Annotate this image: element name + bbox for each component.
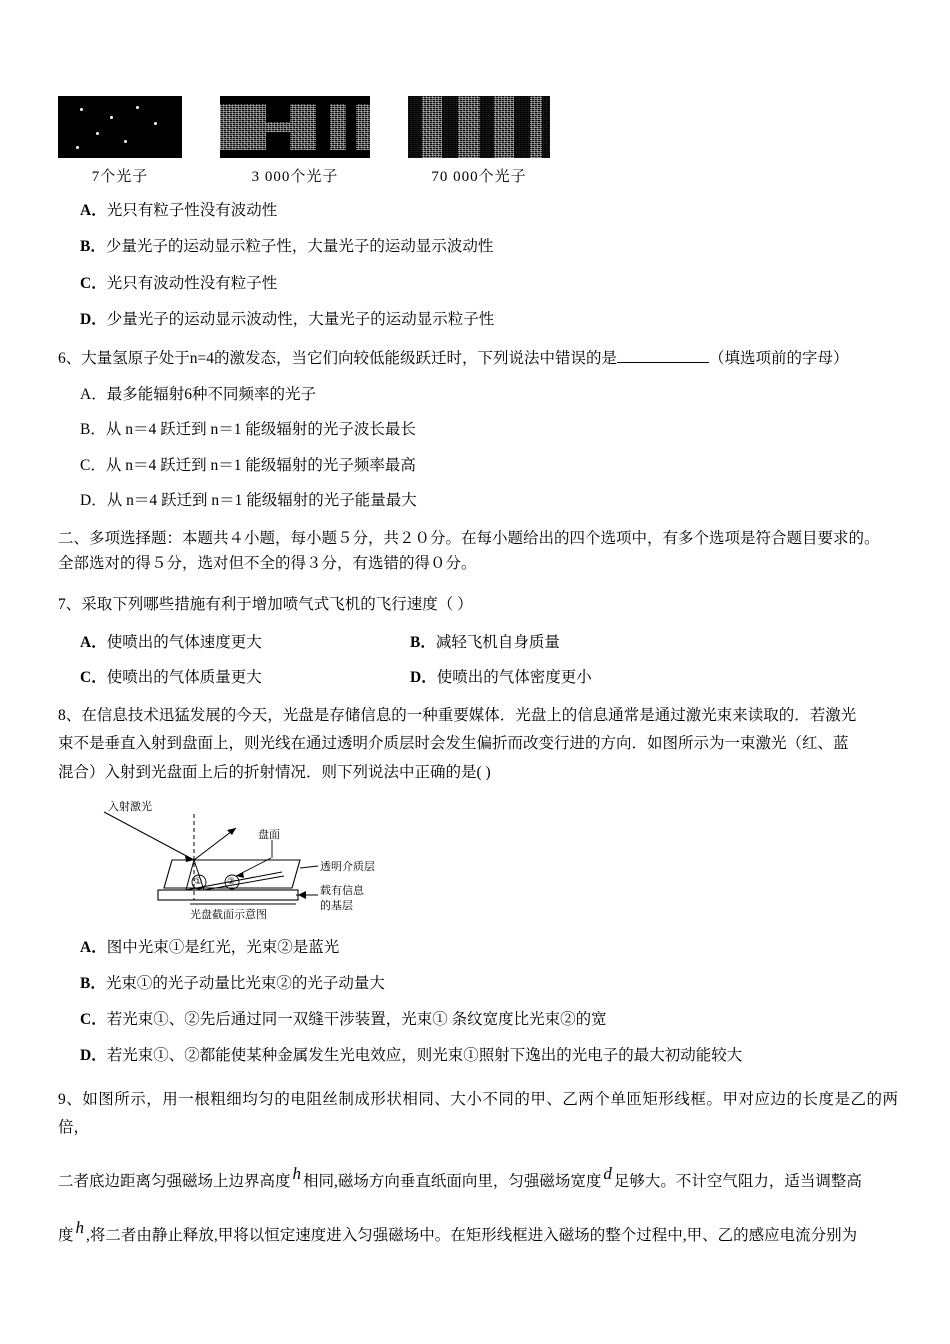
photon-caption-70000: 70 000个光子 [431,169,527,185]
q9-line2-part-c: 足够大。不计空气阻力，适当调整高 [613,1172,862,1190]
q9-line3-part-b: ,将二者由静止释放,甲将以恒定速度进入匀强磁场中。在矩形线框进入磁场的整个过程中,甲、乙的感应电流分别为 [86,1226,858,1244]
q6-option-a [80,383,898,406]
disc-label-surface: 盘面 [258,828,280,841]
q6-stem-before: 6、大量氢原子处于n=4的激发态，当它们向较低能级跃迁时，下列说法中错误的是 [58,350,617,367]
q9-stem-line1: 9、如图所示，用一根粗细均匀的电阻丝制成形状相同、大小不同的甲、乙两个单匝矩形线框。甲对应边的长度是乙的两倍， [58,1090,898,1137]
photon-cell-7 [58,96,182,186]
q5-option-b-label: B． [80,238,106,256]
q5-option-a-label: A． [80,202,107,219]
q5-option-c-text: 光只有波动性没有粒子性 [106,274,278,292]
q8-option-b [80,972,898,995]
q8-stem-line2: 束不是垂直入射到盘面上，则光线在通过透明介质层时会发生偏折而改变行进的方向．如图所示为一束激光（红、蓝 [58,735,849,753]
q8-stem-line3: 混合）入射到光盘面上后的折射情况．则下列说法中正确的是( ) [58,763,491,781]
photon-caption-7: 7个光子 [91,169,149,185]
photon-image-7-photons [58,96,182,158]
q7-option-b [410,630,740,652]
q6-option-b [80,418,898,441]
q8-option-a [80,936,898,959]
q8-option-c [80,1008,898,1031]
section2-instructions [58,527,898,577]
q7-options-row-1 [80,630,898,652]
page-content [58,96,898,1250]
q7-option-c-label: C． [80,668,107,686]
q6-option-a-text: 最多能辐射6种不同频率的光子 [106,386,316,404]
q8-option-c-label: C． [80,1011,107,1029]
q6-option-c [80,454,898,477]
disc-label-info-1: 载有信息 [320,884,364,897]
photon-image-70000-photons [408,96,550,158]
q8-option-d [80,1044,898,1067]
q7-option-a-text: 使喷出的气体速度更大 [106,633,262,651]
q7-option-c [80,665,410,687]
disc-ray-label-1: ① [194,875,203,886]
q9-variable-h-1: h [292,1163,302,1183]
q5-option-d-text: 少量光子的运动显示波动性，大量光子的运动显示粒子性 [106,310,495,328]
q6-option-b-label: B． [80,421,106,439]
disc-label-incident: 入射激光 [108,800,152,813]
q5-option-a-text: 光只有粒子性没有波动性 [106,202,278,219]
q9-stem-line2 [58,1165,898,1197]
q5-option-c [80,272,898,295]
q6-option-c-label: C． [80,456,106,474]
q9-variable-d: d [603,1163,612,1183]
q8-option-a-text: 图中光束①是红光，光束②是蓝光 [106,938,340,956]
q5-option-b-text: 少量光子的运动显示粒子性，大量光子的运动显示波动性 [105,238,494,256]
photon-image-3000-photons [220,96,370,158]
q5-option-d [80,308,898,331]
photon-cell-70000 [408,96,550,186]
q9-variable-h-2: h [75,1217,85,1237]
q6-option-c-text: 从 n＝4 跃迁到 n＝1 能级辐射的光子频率最高 [105,456,416,474]
section2-line2: 全部选对的得５分，选对但不全的得３分，有选错的得０分。 [58,554,477,572]
photon-diffraction-figure [58,96,528,186]
q8-option-a-label: A． [80,938,107,956]
q6-option-d-text: 从 n＝4 跃迁到 n＝1 能级辐射的光子能量最大 [106,491,417,509]
q8-option-c-text: 若光束①、②先后通过同一双缝干涉装置，光束① 条纹宽度比光束②的宽 [106,1011,607,1029]
q8-stem [58,702,898,788]
photon-figure-row [58,96,528,186]
photon-caption-3000: 3 000个光子 [251,169,339,185]
photon-mask-3000 [220,96,370,158]
q5-option-b [80,235,898,258]
optical-disc-svg [86,798,506,923]
q7-option-b-text: 减轻飞机自身质量 [435,633,560,651]
disc-figure-caption: 光盘截面示意图 [190,908,267,921]
q6-option-b-text: 从 n＝4 跃迁到 n＝1 能级辐射的光子波长最长 [105,421,416,439]
photon-cell-3000 [220,96,370,186]
q6-option-d-label: D． [80,491,107,509]
q7-option-a-label: A． [80,633,107,651]
q5-option-c-label: C． [80,274,107,292]
q7-option-b-label: B． [410,633,436,651]
q6-option-a-label: A． [80,386,107,404]
q7-option-d-label: D． [410,668,437,686]
q6-stem [58,347,898,371]
disc-label-info-2: 的基层 [320,899,353,912]
q8-stem-line1: 8、在信息技术迅猛发展的今天，光盘是存储信息的一种重要媒体．光盘上的信息通常是通过激光束来读取的．若激光 [58,706,857,724]
q6-option-d [80,489,898,512]
disc-ray-label-2: ② [227,875,236,886]
section2-line1: 二、多项选择题：本题共４小题，每小题５分，共２０分。在每小题给出的四个选项中，有多个选项是符合题目要求的。 [58,530,880,548]
q8-option-b-label: B． [80,974,106,992]
q7-option-c-text: 使喷出的气体质量更大 [106,668,262,686]
q7-option-a [80,630,410,652]
q9-line2-part-a: 二者底边距离匀强磁场上边界高度 [58,1172,291,1190]
q6-answer-blank[interactable] [617,348,709,363]
disc-label-medium: 透明介质层 [320,860,375,873]
q9-stem-line3 [58,1219,898,1251]
q8-option-d-label: D． [80,1047,107,1065]
q7-option-d-text: 使喷出的气体密度更小 [436,668,592,686]
q7-options-row-2 [80,665,898,687]
q5-option-d-label: D． [80,310,107,328]
optical-disc-figure [86,798,506,923]
q8-option-b-text: 光束①的光子动量比光束②的光子动量大 [105,974,385,992]
q8-option-d-text: 若光束①、②都能使某种金属发生光电效应，则光束①照射下逸出的光电子的最大初动能较大 [106,1047,743,1065]
q9-line2-part-b: 相同,磁场方向垂直纸面向里，匀强磁场宽度 [303,1172,602,1190]
q5-option-a [80,199,898,222]
q9-line3-part-a: 度 [58,1226,74,1244]
q7-stem: 7、采取下列哪些措施有利于增加喷气式飞机的飞行速度（ ） [58,595,473,613]
q7-option-d [410,665,740,687]
q6-stem-after: （填选项前的字母） [709,350,849,367]
